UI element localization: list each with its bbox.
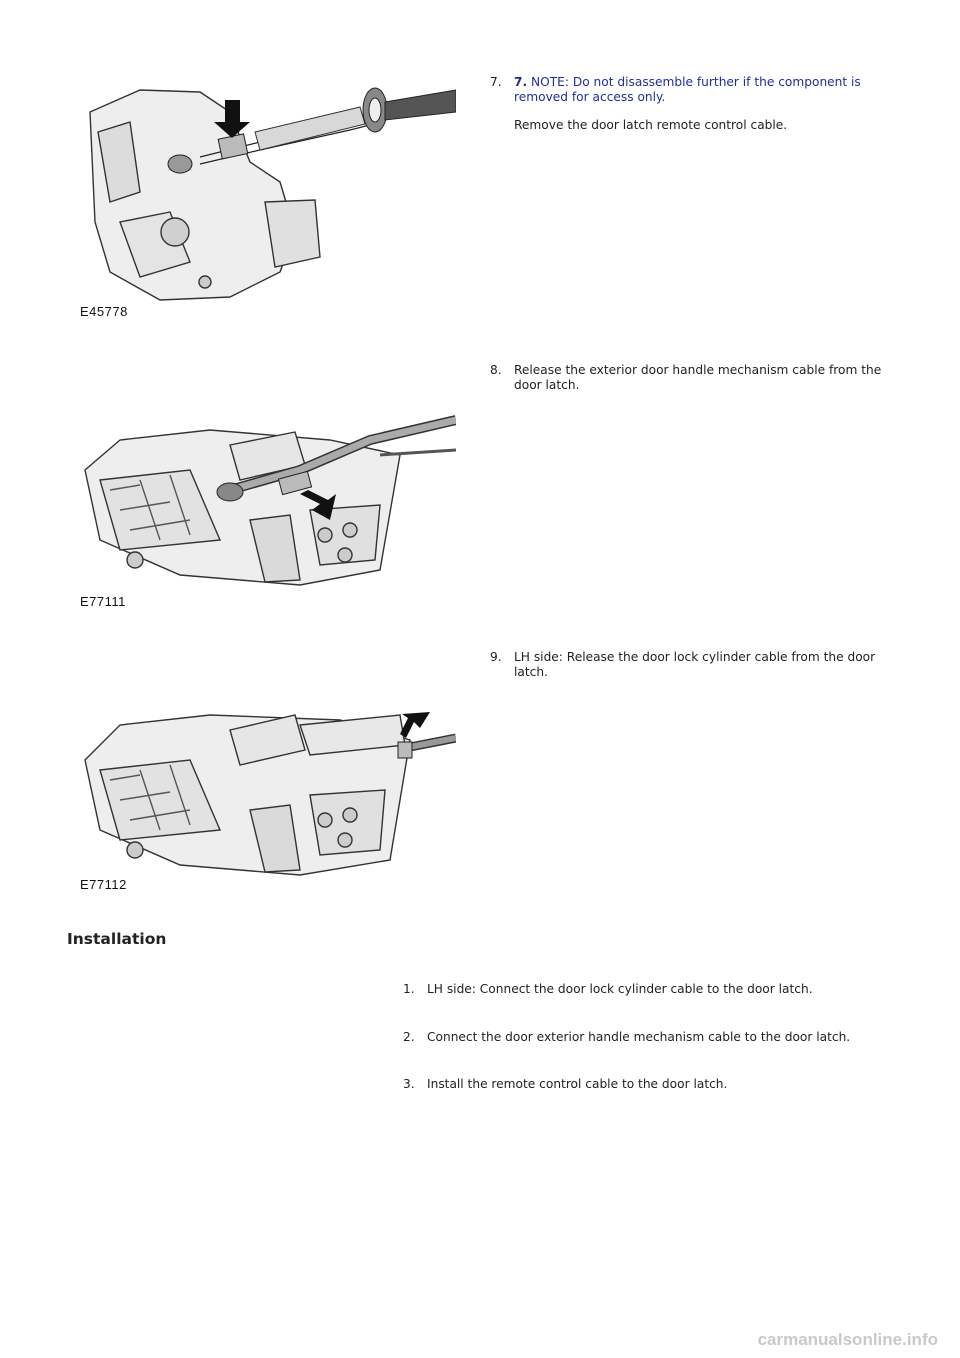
figure-e45778 xyxy=(80,72,456,312)
removal-step-8 xyxy=(490,363,890,406)
step-number: 9. xyxy=(490,650,502,664)
note-text: NOTE: Do not disassemble further if the component is removed for access only. xyxy=(514,75,861,104)
latch-remote-cable-illustration xyxy=(80,72,456,312)
step-number: 2. xyxy=(403,1030,415,1044)
step-number: 8. xyxy=(490,363,502,377)
lock-cylinder-cable-illustration xyxy=(80,700,456,880)
step-note xyxy=(514,75,890,104)
figure-id-label: E77112 xyxy=(80,877,127,892)
step-text: LH side: Connect the door lock cylinder cable to the door latch. xyxy=(427,982,813,996)
figure-id-label: E45778 xyxy=(80,304,128,319)
figure-e77112 xyxy=(80,700,456,880)
exterior-handle-cable-illustration xyxy=(80,410,456,590)
step-text: LH side: Release the door lock cylinder cable from the door latch. xyxy=(514,650,876,679)
note-step-number: 7. xyxy=(514,75,528,89)
watermark: carmanualsonline.info xyxy=(757,1330,938,1349)
step-text: Connect the door exterior handle mechanism cable to the door latch. xyxy=(427,1030,851,1044)
step-text: Remove the door latch remote control cable. xyxy=(514,118,788,132)
removal-step-9 xyxy=(490,650,890,693)
installation-heading: Installation xyxy=(67,930,167,948)
step-number: 3. xyxy=(403,1077,415,1091)
step-number: 1. xyxy=(403,982,415,996)
step-text: Install the remote control cable to the door latch. xyxy=(427,1077,728,1091)
step-text: Release the exterior door handle mechanism cable from the door latch. xyxy=(514,363,882,392)
figure-id-label: E77111 xyxy=(80,594,126,609)
installation-step-3 xyxy=(403,1077,923,1092)
step-number: 7. xyxy=(490,75,502,89)
figure-e77111 xyxy=(80,410,456,590)
removal-step-7 xyxy=(490,75,890,147)
installation-step-2 xyxy=(403,1030,923,1045)
installation-step-1 xyxy=(403,982,923,997)
